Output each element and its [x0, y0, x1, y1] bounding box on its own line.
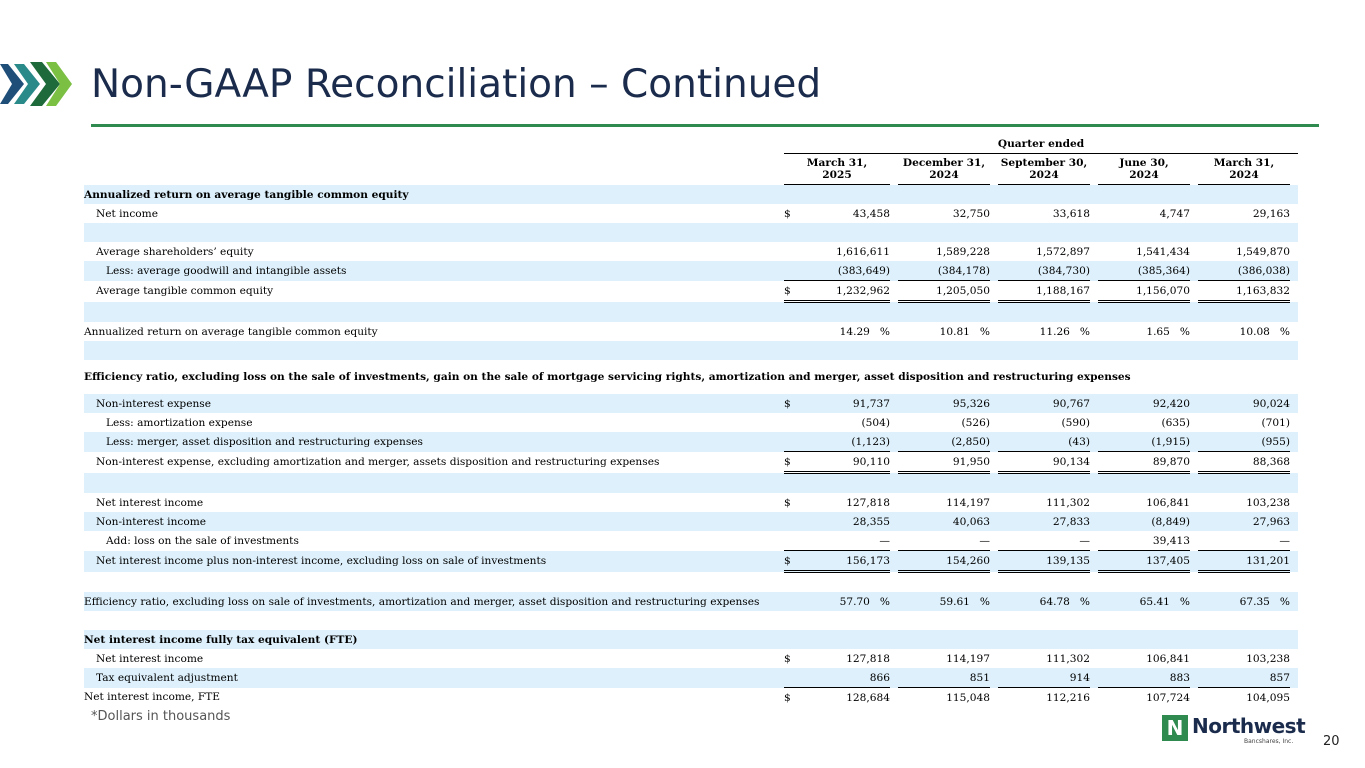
value-cell: 67.35 %: [1198, 592, 1290, 611]
percent-suffix: %: [979, 325, 990, 338]
column-header: March 31, 2024: [1198, 154, 1290, 185]
row-label: Net interest income: [96, 496, 204, 509]
value-cell: 11.26 %: [1039, 325, 1090, 338]
spacer-cell: [1290, 204, 1298, 223]
currency-symbol: $: [784, 691, 791, 704]
spacer-cell: [990, 281, 998, 302]
column-header: March 31, 2025: [784, 154, 890, 185]
spacer-cell: [890, 413, 898, 432]
row-label: [84, 223, 784, 242]
spacer-cell: [890, 592, 898, 611]
spacer-cell: [890, 649, 898, 668]
table-row: [84, 473, 1298, 494]
spacer-cell: [1190, 649, 1198, 668]
spacer-cell: [890, 668, 898, 688]
table-row: [84, 204, 1298, 223]
value-cell: 107,724: [1146, 691, 1190, 704]
value-cell: 43,458: [852, 207, 890, 220]
spacer-cell: [1290, 452, 1298, 473]
value-cell: —: [798, 531, 890, 551]
percent-suffix: %: [1179, 595, 1190, 608]
spacer-cell: [990, 242, 998, 261]
row-label: Less: merger, asset disposition and restructuring expenses: [84, 432, 784, 452]
spacer-cell: [990, 512, 998, 531]
title-divider: [91, 124, 1319, 127]
value-cell: 1,589,228: [936, 245, 990, 258]
value-cell: 114,197: [946, 496, 990, 509]
value-cell: 1,549,870: [1236, 245, 1290, 258]
value-cell: 27,963: [1198, 512, 1290, 531]
value-cell: 1.65 %: [1146, 325, 1190, 338]
spacer-cell: [1190, 551, 1198, 572]
table-row: [84, 452, 1298, 473]
value-cell: (635): [1161, 416, 1190, 429]
currency-symbol: [784, 668, 798, 688]
row-label: [84, 341, 784, 360]
value-cell: 914: [998, 668, 1090, 688]
value-cell: 1,541,434: [1136, 245, 1190, 258]
row-label: Non-interest income: [84, 512, 784, 531]
company-logo: [1162, 714, 1306, 748]
value-cell: 112,216: [1046, 691, 1090, 704]
table-row: [84, 242, 1298, 261]
value-cell: 57.70 %: [798, 592, 890, 611]
value-cell: —: [998, 531, 1090, 551]
spacer-cell: [1090, 551, 1098, 572]
spacer-cell: [1090, 281, 1098, 302]
value-cell: 154,260: [898, 551, 990, 572]
value-cell: 1,163,832: [1198, 281, 1290, 302]
row-label: Less: average goodwill and intangible assets: [84, 261, 784, 281]
spacer-cell: [1290, 688, 1298, 708]
value-cell: (504): [861, 416, 890, 429]
value-cell: 27,833: [998, 512, 1090, 531]
value-cell: 88,368: [1198, 452, 1290, 473]
value-cell: 95,326: [898, 394, 990, 413]
row-label: [84, 473, 784, 494]
value-cell: 39,413: [1098, 531, 1190, 551]
value-cell: 139,135: [998, 551, 1090, 572]
value-cell: 14.29 %: [839, 325, 890, 338]
value-cell: 103,238: [1246, 496, 1290, 509]
row-label: Average tangible common equity: [96, 285, 274, 297]
currency-symbol: [784, 512, 798, 531]
value-cell: 1,232,962: [798, 281, 890, 302]
spacer-cell: [1190, 394, 1198, 413]
value-cell: 115,048: [946, 691, 990, 704]
value-cell: 137,405: [1098, 551, 1190, 572]
spacer-cell: [990, 493, 998, 512]
value-cell: 851: [898, 668, 990, 688]
percent-suffix: %: [1079, 595, 1090, 608]
spacer-cell: [1090, 512, 1098, 531]
spacer-cell: [1090, 204, 1098, 223]
spacer-cell: [1090, 688, 1098, 708]
spacer-cell: [1190, 242, 1198, 261]
value-cell: 59.61 %: [898, 592, 990, 611]
spacer-cell: [890, 493, 898, 512]
value-cell: 90,024: [1198, 394, 1290, 413]
page-title: Non-GAAP Reconciliation – Continued: [91, 62, 822, 107]
spacer-cell: [1090, 261, 1098, 281]
table-row: [84, 649, 1298, 668]
spacer-cell: [890, 322, 898, 341]
table-row: [84, 668, 1298, 688]
spacer-cell: [990, 531, 998, 551]
spacer-cell: [1090, 452, 1098, 473]
spacer-cell: [1290, 592, 1298, 611]
table-row: [84, 261, 1298, 281]
spacer-cell: [890, 242, 898, 261]
value-cell: (526): [961, 416, 990, 429]
spacer-cell: [1290, 551, 1298, 572]
spacer-cell: [1190, 531, 1198, 551]
spacer-cell: [890, 281, 898, 302]
spacer-cell: [1090, 242, 1098, 261]
value-cell: 91,950: [898, 452, 990, 473]
table-row: [84, 611, 1298, 630]
value-cell: (43): [998, 432, 1090, 452]
spacer-cell: [1190, 413, 1198, 432]
value-cell: 40,063: [898, 512, 990, 531]
spacer-cell: [1090, 493, 1098, 512]
spacer-cell: [990, 452, 998, 473]
spacer-cell: [1290, 649, 1298, 668]
currency-symbol: $: [784, 652, 791, 665]
spacer-cell: [1290, 281, 1298, 302]
page-number: 20: [1323, 734, 1340, 749]
table-body: [84, 185, 1298, 708]
spacer-cell: [1090, 531, 1098, 551]
table-row: [84, 531, 1298, 551]
spacer-cell: [1290, 432, 1298, 452]
spacer-cell: [990, 592, 998, 611]
spacer-cell: [1290, 668, 1298, 688]
spacer-cell: [1290, 394, 1298, 413]
value-cell: 131,201: [1198, 551, 1290, 572]
column-header: September 30, 2024: [998, 154, 1090, 185]
table-row: [84, 341, 1298, 360]
value-cell: 106,841: [1146, 496, 1190, 509]
value-cell: —: [898, 531, 990, 551]
spacer-cell: [1290, 531, 1298, 551]
value-cell: 128,684: [846, 691, 890, 704]
currency-symbol: [784, 242, 798, 261]
value-cell: 1,572,897: [1036, 245, 1090, 258]
spacer-cell: [890, 394, 898, 413]
row-label: Annualized return on average tangible common equity: [84, 325, 378, 338]
table-row: [84, 512, 1298, 531]
row-label: Net interest income plus non-interest income, excluding loss on sale of investments: [84, 551, 784, 572]
currency-symbol: [784, 531, 798, 551]
value-cell: 90,134: [998, 452, 1090, 473]
table-column-header-row: [84, 154, 1298, 185]
value-cell: 883: [1098, 668, 1190, 688]
percent-suffix: %: [979, 595, 990, 608]
spacer-cell: [890, 512, 898, 531]
spacer-cell: [990, 432, 998, 452]
spacer-cell: [1290, 413, 1298, 432]
value-cell: 4,747: [1159, 207, 1190, 220]
spacer-cell: [1290, 493, 1298, 512]
spacer-cell: [890, 432, 898, 452]
reconciliation-table: [84, 134, 1298, 707]
value-cell: 1,616,611: [836, 245, 890, 258]
value-cell: 64.78 %: [998, 592, 1090, 611]
spacer-cell: [890, 688, 898, 708]
value-cell: 33,618: [1052, 207, 1090, 220]
percent-suffix: %: [1079, 325, 1090, 338]
value-cell: 10.08 %: [1239, 325, 1290, 338]
quarter-ended-header: Quarter ended: [784, 134, 1298, 154]
row-label: [84, 611, 784, 630]
value-cell: 106,841: [1146, 652, 1190, 665]
value-cell: (384,178): [898, 261, 990, 281]
table-row: [84, 413, 1298, 432]
spacer-cell: [1190, 261, 1198, 281]
value-cell: 111,302: [1046, 652, 1090, 665]
spacer-cell: [1190, 432, 1198, 452]
table-row: [84, 394, 1298, 413]
value-cell: 1,156,070: [1098, 281, 1190, 302]
spacer-cell: [1290, 242, 1298, 261]
currency-symbol: [784, 322, 798, 341]
spacer-cell: [990, 551, 998, 572]
logo-mark-icon: N: [1162, 715, 1188, 741]
table-row: [84, 592, 1298, 611]
value-cell: 91,737: [798, 394, 890, 413]
value-cell: 92,420: [1098, 394, 1190, 413]
value-cell: 103,238: [1246, 652, 1290, 665]
spacer-cell: [1190, 322, 1198, 341]
value-cell: 857: [1198, 668, 1290, 688]
currency-symbol: [784, 432, 798, 452]
row-label: Non-interest expense: [84, 394, 784, 413]
row-label: [84, 572, 784, 593]
value-cell: 65.41 %: [1098, 592, 1190, 611]
spacer-cell: [890, 452, 898, 473]
spacer-cell: [990, 413, 998, 432]
spacer-cell: [1090, 413, 1098, 432]
spacer-cell: [990, 322, 998, 341]
value-cell: 90,110: [798, 452, 890, 473]
table-row: [84, 432, 1298, 452]
value-cell: 156,173: [798, 551, 890, 572]
row-label: Tax equivalent adjustment: [84, 668, 784, 688]
spacer-cell: [1190, 281, 1198, 302]
value-cell: (955): [1198, 432, 1290, 452]
percent-suffix: %: [1279, 595, 1290, 608]
value-cell: (385,364): [1098, 261, 1190, 281]
value-cell: 104,095: [1246, 691, 1290, 704]
spacer-cell: [1190, 204, 1198, 223]
chevron-logo-icon: [0, 54, 72, 114]
currency-symbol: [784, 592, 798, 611]
row-label: Net interest income, FTE: [84, 691, 221, 704]
value-cell: (8,849): [1098, 512, 1190, 531]
table-row: [84, 360, 1298, 394]
spacer-cell: [990, 649, 998, 668]
spacer-cell: [1190, 493, 1198, 512]
row-label: Add: loss on the sale of investments: [106, 534, 299, 547]
spacer-cell: [1090, 592, 1098, 611]
spacer-cell: [890, 261, 898, 281]
table-row: [84, 572, 1298, 593]
value-cell: 127,818: [846, 496, 890, 509]
currency-symbol: $: [784, 551, 798, 572]
value-cell: (1,123): [798, 432, 890, 452]
value-cell: 28,355: [798, 512, 890, 531]
row-label: Less: amortization expense: [106, 416, 253, 429]
value-cell: (701): [1261, 416, 1290, 429]
value-cell: (386,038): [1198, 261, 1290, 281]
spacer-cell: [1090, 649, 1098, 668]
value-cell: (590): [1061, 416, 1090, 429]
spacer-cell: [1290, 322, 1298, 341]
currency-symbol: $: [784, 281, 798, 302]
spacer-cell: [1090, 432, 1098, 452]
column-header: December 31, 2024: [898, 154, 990, 185]
value-cell: 114,197: [946, 652, 990, 665]
footnote: *Dollars in thousands: [91, 709, 231, 724]
percent-suffix: %: [1179, 325, 1190, 338]
value-cell: 866: [798, 668, 890, 688]
value-cell: (2,850): [898, 432, 990, 452]
table-row: [84, 185, 1298, 205]
spacer-cell: [1290, 512, 1298, 531]
logo-subtitle: Bancshares, Inc.: [1244, 738, 1294, 745]
row-label: Efficiency ratio, excluding loss on sale of investments, amortization and merger, asset disposition and restructuring expenses: [84, 592, 784, 611]
currency-symbol: [784, 261, 798, 281]
spacer-cell: [890, 551, 898, 572]
value-cell: 32,750: [952, 207, 990, 220]
table-row: [84, 302, 1298, 323]
value-cell: (1,915): [1098, 432, 1190, 452]
row-label: Efficiency ratio, excluding loss on the sale of investments, gain on the sale of mortgage servicing rights, amortization and merger, asset disposition and restructuring expenses: [84, 371, 1131, 383]
spacer-cell: [990, 261, 998, 281]
value-cell: 127,818: [846, 652, 890, 665]
spacer-cell: [1190, 688, 1198, 708]
spacer-cell: [990, 668, 998, 688]
table-row: [84, 493, 1298, 512]
currency-symbol: $: [784, 394, 798, 413]
table-row: [84, 688, 1298, 708]
row-label: [84, 302, 784, 323]
currency-symbol: $: [784, 496, 791, 509]
row-label: Non-interest expense, excluding amortization and merger, assets disposition and restructuring expenses: [96, 456, 660, 468]
value-cell: (383,649): [798, 261, 890, 281]
table-row: [84, 551, 1298, 572]
spacer-cell: [890, 204, 898, 223]
value-cell: (384,730): [998, 261, 1090, 281]
spacer-cell: [1190, 452, 1198, 473]
percent-suffix: %: [1279, 325, 1290, 338]
value-cell: 10.81 %: [939, 325, 990, 338]
table-row: [84, 281, 1298, 302]
row-label: Net income: [96, 207, 159, 220]
table-row: [84, 630, 1298, 649]
percent-suffix: %: [879, 595, 890, 608]
value-cell: 29,163: [1252, 207, 1290, 220]
currency-symbol: [784, 413, 798, 432]
spacer-cell: [1190, 512, 1198, 531]
row-label: Average shareholders’ equity: [96, 245, 254, 258]
value-cell: 1,205,050: [898, 281, 990, 302]
value-cell: 111,302: [1046, 496, 1090, 509]
column-header: June 30, 2024: [1098, 154, 1190, 185]
logo-name: Northwest: [1192, 714, 1306, 738]
table-row: [84, 322, 1298, 341]
spacer-cell: [1090, 668, 1098, 688]
table-row: [84, 223, 1298, 242]
spacer-cell: [1190, 592, 1198, 611]
value-cell: —: [1198, 531, 1290, 551]
row-label: Net interest income: [96, 652, 204, 665]
currency-symbol: $: [784, 452, 798, 473]
spacer-cell: [890, 531, 898, 551]
percent-suffix: %: [879, 325, 890, 338]
table-group-header-row: [84, 134, 1298, 154]
row-label: Net interest income fully tax equivalent (FTE): [84, 630, 1298, 649]
spacer-cell: [990, 204, 998, 223]
spacer-cell: [990, 394, 998, 413]
spacer-cell: [1290, 261, 1298, 281]
spacer-cell: [1190, 668, 1198, 688]
row-label: Annualized return on average tangible common equity: [84, 185, 1298, 205]
spacer-cell: [990, 688, 998, 708]
spacer-cell: [1090, 322, 1098, 341]
value-cell: 90,767: [998, 394, 1090, 413]
spacer-cell: [1090, 394, 1098, 413]
value-cell: 89,870: [1098, 452, 1190, 473]
currency-symbol: $: [784, 207, 791, 220]
value-cell: 1,188,167: [998, 281, 1090, 302]
